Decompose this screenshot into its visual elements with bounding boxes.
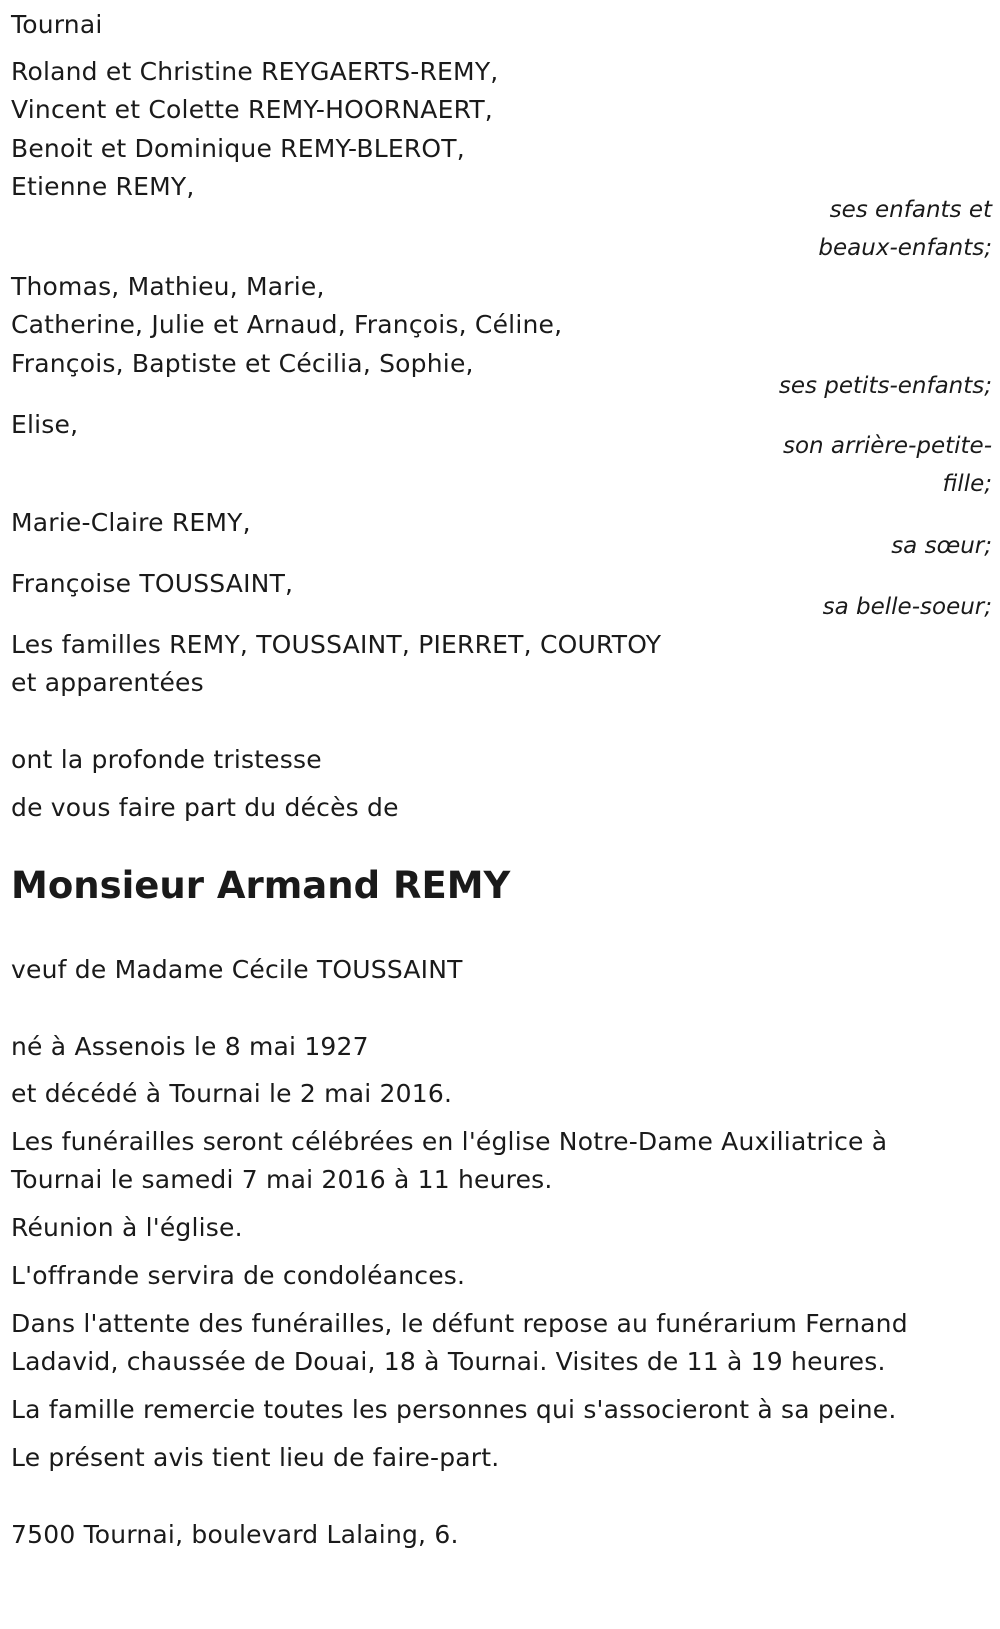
- address-line: 7500 Tournai, boulevard Lalaing, 6.: [11, 1520, 459, 1549]
- sister-role: sa sœur;: [891, 533, 992, 559]
- families-line-2: et apparentées: [11, 668, 204, 697]
- child-line-3: Benoit et Dominique REMY-BLEROT,: [11, 134, 465, 163]
- child-line-1: Roland et Christine REYGAERTS-REMY,: [11, 57, 499, 86]
- families-line-1: Les familles REMY, TOUSSAINT, PIERRET, COURTOY: [11, 630, 662, 659]
- rest-line-2: Ladavid, chaussée de Douai, 18 à Tournai. Visites de 11 à 19 heures.: [11, 1347, 886, 1376]
- city: Tournai: [11, 10, 103, 39]
- children-role-1: ses enfants et: [829, 197, 992, 223]
- grandchildren-role: ses petits-enfants;: [778, 373, 992, 399]
- great-grandchild-role-2: fille;: [942, 471, 992, 497]
- great-grandchild: Elise,: [11, 410, 79, 439]
- death-line: et décédé à Tournai le 2 mai 2016.: [11, 1079, 453, 1108]
- funeral-line-1: Les funérailles seront célébrées en l'église Notre-Dame Auxiliatrice à: [11, 1127, 888, 1156]
- grandchildren-line-3: François, Baptiste et Cécilia, Sophie,: [11, 349, 474, 378]
- sister-in-law: Françoise TOUSSAINT,: [11, 569, 294, 598]
- announcement-line-1: ont la profonde tristesse: [11, 745, 322, 774]
- thanks-line: La famille remercie toutes les personnes qui s'associeront à sa peine.: [11, 1395, 897, 1424]
- offering-line: L'offrande servira de condoléances.: [11, 1261, 466, 1290]
- children-role-2: beaux-enfants;: [818, 235, 992, 261]
- meeting-line: Réunion à l'église.: [11, 1213, 243, 1242]
- birth-line: né à Assenois le 8 mai 1927: [11, 1032, 369, 1061]
- funeral-line-2: Tournai le samedi 7 mai 2016 à 11 heures.: [11, 1165, 553, 1194]
- grandchildren-line-1: Thomas, Mathieu, Marie,: [11, 272, 325, 301]
- child-line-2: Vincent et Colette REMY-HOORNAERT,: [11, 95, 493, 124]
- grandchildren-line-2: Catherine, Julie et Arnaud, François, Céline,: [11, 310, 563, 339]
- child-line-4: Etienne REMY,: [11, 172, 195, 201]
- sister-in-law-role: sa belle-soeur;: [822, 594, 992, 620]
- deceased-name: Monsieur Armand REMY: [11, 864, 511, 907]
- sister: Marie-Claire REMY,: [11, 508, 251, 537]
- notice-line: Le présent avis tient lieu de faire-part.: [11, 1443, 500, 1472]
- announcement-line-2: de vous faire part du décès de: [11, 793, 399, 822]
- great-grandchild-role-1: son arrière-petite-: [782, 433, 992, 459]
- widower-line: veuf de Madame Cécile TOUSSAINT: [11, 955, 463, 984]
- rest-line-1: Dans l'attente des funérailles, le défunt repose au funérarium Fernand: [11, 1309, 908, 1338]
